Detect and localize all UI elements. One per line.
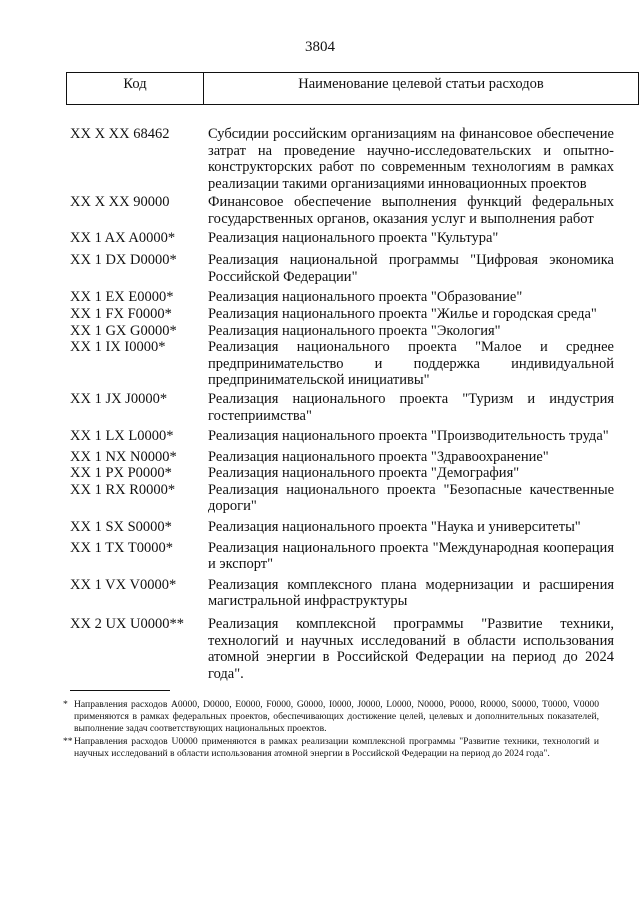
row-code: XX 1 TX T0000* [70,539,173,556]
column-header-code: Код [67,73,204,104]
row-code: XX 1 IX I0000* [70,339,166,356]
row-name: Реализация национального проекта "Туризм и индустрия гостеприимства" [208,390,614,424]
table-header [66,72,639,105]
table-row [0,391,640,424]
row-code: XX 2 UX U0000** [70,616,184,633]
table-row [0,323,640,340]
row-code: XX 1 RX R0000* [70,481,176,498]
table-row [0,449,640,466]
table-row [0,482,640,515]
table-row [0,339,640,389]
row-name: Реализация национального проекта "Малое и среднее предпринимательство и поддержка индивидуальной предпринимательской инициативы" [208,339,614,389]
footnote-text: Направления расходов U0000 применяются в рамках реализации комплексной программы "Развитие техники, технологий и научных исследований в области использования атомной энергии в Российской Федерации на период до 2024 года". [74,736,599,760]
row-code: XX 1 DX D0000* [70,252,177,269]
row-name: Реализация национального проекта "Производительность труда" [208,428,609,445]
row-code: XX 1 LX L0000* [70,428,174,445]
row-code: XX 1 PX P0000* [70,465,172,482]
row-name: Реализация национального проекта "Образование" [208,289,523,306]
row-name: Реализация национального проекта "Культура" [208,229,499,246]
row-name: Реализация национального проекта "Экология" [208,322,501,339]
row-name: Реализация национального проекта "Наука и университеты" [208,519,581,536]
footnote-mark: ** [63,736,73,748]
table-row [0,577,640,610]
row-name: Реализация национального проекта "Международная кооперация и экспорт" [208,539,614,573]
row-code: XX 1 JX J0000* [70,390,168,407]
row-name: Реализация национального проекта "Безопасные качественные дороги" [208,481,614,515]
row-name: Реализация национального проекта "Жилье и городская среда" [208,305,597,322]
column-header-name: Наименование целевой статьи расходов [298,76,544,92]
row-name: Реализация национальной программы "Цифровая экономика Российской Федерации" [208,252,614,285]
row-code: XX X XX 90000 [70,194,170,211]
table-row [0,428,640,445]
table-row [0,230,640,247]
row-code: XX 1 NX N0000* [70,448,177,465]
table-row [0,306,640,323]
row-code: XX 1 SX S0000* [70,519,172,536]
table-row [0,465,640,482]
row-name: Реализация национального проекта "Здравоохранение" [208,448,549,465]
footnote-text: Направления расходов A0000, D0000, E0000, F0000, G0000, I0000, J0000, L0000, N0000, P0000, R0000, S0000, T0000, V0000 применяются в рамках федеральных проектов, обеспечивающих достижение целей, целевых и дополнительных показателей, выполнение задач соответствующих национальных проектов. [74,699,599,734]
row-code: XX 1 FX F0000* [70,305,172,322]
table-body [0,126,640,682]
row-code: XX 1 VX V0000* [70,576,177,593]
row-name: Финансовое обеспечение выполнения функций федеральных государственных органов, оказания услуг и выполнения работ [208,194,614,227]
table-row [0,540,640,573]
table-row [0,519,640,536]
row-name: Реализация комплексного плана модернизации и расширения магистральной инфраструктуры [208,576,614,610]
table-row [0,289,640,306]
page-number: 3804 [305,39,335,55]
row-code: XX 1 EX E0000* [70,289,174,306]
row-code: XX 1 AX A0000* [70,229,176,246]
footnotes [63,699,599,762]
footnote [63,699,599,734]
row-code: XX 1 GX G0000* [70,322,177,339]
footnote-divider [70,690,170,691]
table-row [0,194,640,227]
row-name: Реализация комплексной программы "Развитие техники, технологий и научных исследований в области использования атомной энергии в Российской Федерации на период до 2024 года". [208,616,614,682]
table-row [0,616,640,682]
table-row [0,252,640,285]
row-name: Реализация национального проекта "Демография" [208,465,520,482]
row-name: Субсидии российским организациям на финансовое обеспечение затрат на проведение научно-исследовательских и опытно-конструкторских работ по современным технологиям в рамках реализации такими организациями инновационных проектов [208,126,614,192]
row-code: XX X XX 68462 [70,126,170,142]
footnote-mark: * [63,699,68,710]
footnote [63,736,599,760]
table-row [0,126,640,192]
